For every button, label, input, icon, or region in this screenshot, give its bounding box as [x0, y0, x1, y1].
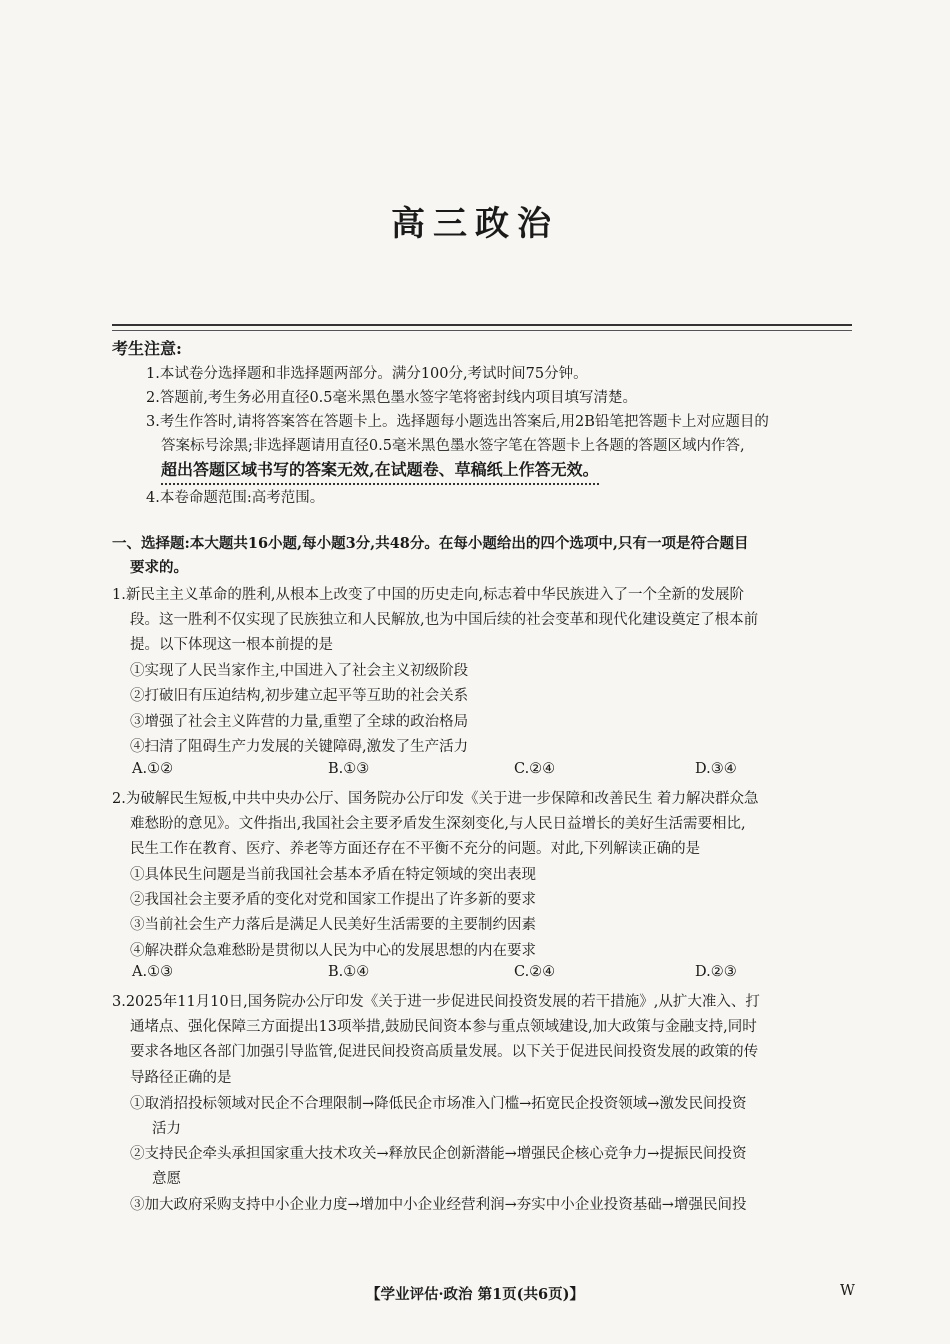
q3-statement-1: ①取消招投标领域对民企不合理限制→降低民企市场准入门槛→拓宽民企投资领域→激发民间投资: [130, 1096, 747, 1112]
q2-option-c: C.②④: [514, 964, 556, 980]
q1-option-a: A.①②: [132, 761, 174, 777]
q1-option-b: B.①③: [328, 761, 370, 777]
q1-option-c: C.②④: [514, 761, 556, 777]
section-heading: 一、选择题:本大题共16小题,每小题3分,共48分。在每小题给出的四个选项中,只有一项是符合题目: [112, 535, 749, 552]
q1-stem-3: 提。以下体现这一根本前提的是: [130, 637, 333, 653]
q3-statement-2-cont: 意愿: [152, 1171, 181, 1187]
notice-item-3: 3.考生作答时,请将答案答在答题卡上。选择题每小题选出答案后,用2B铅笔把答题卡上对应题目的: [146, 414, 769, 430]
q3-stem-3: 要求各地区各部门加强引导监管,促进民间投资高质量发展。以下关于促进民间投资发展的政策的传: [130, 1044, 759, 1060]
q1-statement-2: ②打破旧有压迫结构,初步建立起平等互助的社会关系: [130, 688, 469, 704]
q3-stem-4: 导路径正确的是: [130, 1070, 232, 1086]
q1-stem-1: 1.新民主主义革命的胜利,从根本上改变了中国的历史走向,标志着中华民族进入了一个全新的发展阶: [112, 587, 745, 603]
q2-stem-1: 2.为破解民生短板,中共中央办公厅、国务院办公厅印发《关于进一步保障和改善民生 着力解决群众急: [112, 791, 759, 807]
header-rule-thin: [112, 330, 852, 331]
q3-stem-2: 通堵点、强化保障三方面提出13项举措,鼓励民间资本参与重点领域建设,加大政策与金融支持,同时: [130, 1019, 757, 1035]
q2-option-a: A.①③: [132, 964, 174, 980]
q2-stem-2: 难愁盼的意见》。文件指出,我国社会主要矛盾发生深刻变化,与人民日益增长的美好生活需要相比,: [130, 816, 746, 832]
q1-stem-2: 段。这一胜利不仅实现了民族独立和人民解放,也为中国后续的社会变革和现代化建设奠定了根本前: [130, 612, 759, 628]
q1-option-d: D.③④: [695, 761, 737, 777]
notice-item-3-emphasis: 超出答题区域书写的答案无效,在试题卷、草稿纸上作答无效。: [161, 460, 599, 485]
q2-option-b: B.①④: [328, 964, 370, 980]
q2-stem-3: 民生工作在教育、医疗、养老等方面还存在不平衡不充分的问题。对此,下列解读正确的是: [130, 841, 701, 857]
q1-statement-1: ①实现了人民当家作主,中国进入了社会主义初级阶段: [130, 663, 469, 679]
q3-statement-2: ②支持民企牵头承担国家重大技术攻关→释放民企创新潜能→增强民企核心竞争力→提振民间投资: [130, 1146, 747, 1162]
q2-option-d: D.②③: [695, 964, 737, 980]
q1-statement-3: ③增强了社会主义阵营的力量,重塑了全球的政治格局: [130, 714, 469, 730]
q2-statement-4: ④解决群众急难愁盼是贯彻以人民为中心的发展思想的内在要求: [130, 943, 536, 959]
q2-statement-3: ③当前社会生产力落后是满足人民美好生活需要的主要制约因素: [130, 917, 536, 933]
notice-item-3-cont: 答案标号涂黑;非选择题请用直径0.5毫米黑色墨水签字笔在答题卡上各题的答题区域内作答,: [161, 438, 745, 454]
section-heading-cont: 要求的。: [130, 559, 188, 576]
notice-heading: 考生注意:: [112, 339, 182, 358]
footer-mark: W: [840, 1283, 855, 1299]
notice-item-1: 1.本试卷分选择题和非选择题两部分。满分100分,考试时间75分钟。: [146, 366, 588, 382]
page-title: 高三政治: [391, 204, 559, 244]
q1-statement-4: ④扫清了阻碍生产力发展的关键障碍,激发了生产活力: [130, 739, 469, 755]
notice-item-4: 4.本卷命题范围:高考范围。: [146, 490, 325, 506]
q2-statement-1: ①具体民生问题是当前我国社会基本矛盾在特定领域的突出表现: [130, 867, 536, 883]
q3-statement-3: ③加大政府采购支持中小企业力度→增加中小企业经营利润→夯实中小企业投资基础→增强民间投: [130, 1197, 747, 1213]
page-footer: 【学业评估·政治 第1页(共6页)】: [366, 1286, 584, 1303]
notice-item-2: 2.答题前,考生务必用直径0.5毫米黑色墨水签字笔将密封线内项目填写清楚。: [146, 390, 638, 406]
header-rule: [112, 324, 852, 326]
q3-stem-1: 3.2025年11月10日,国务院办公厅印发《关于进一步促进民间投资发展的若干措施》,从扩大准入、打: [112, 994, 760, 1010]
q3-statement-1-cont: 活力: [152, 1121, 181, 1137]
q2-statement-2: ②我国社会主要矛盾的变化对党和国家工作提出了许多新的要求: [130, 892, 536, 908]
